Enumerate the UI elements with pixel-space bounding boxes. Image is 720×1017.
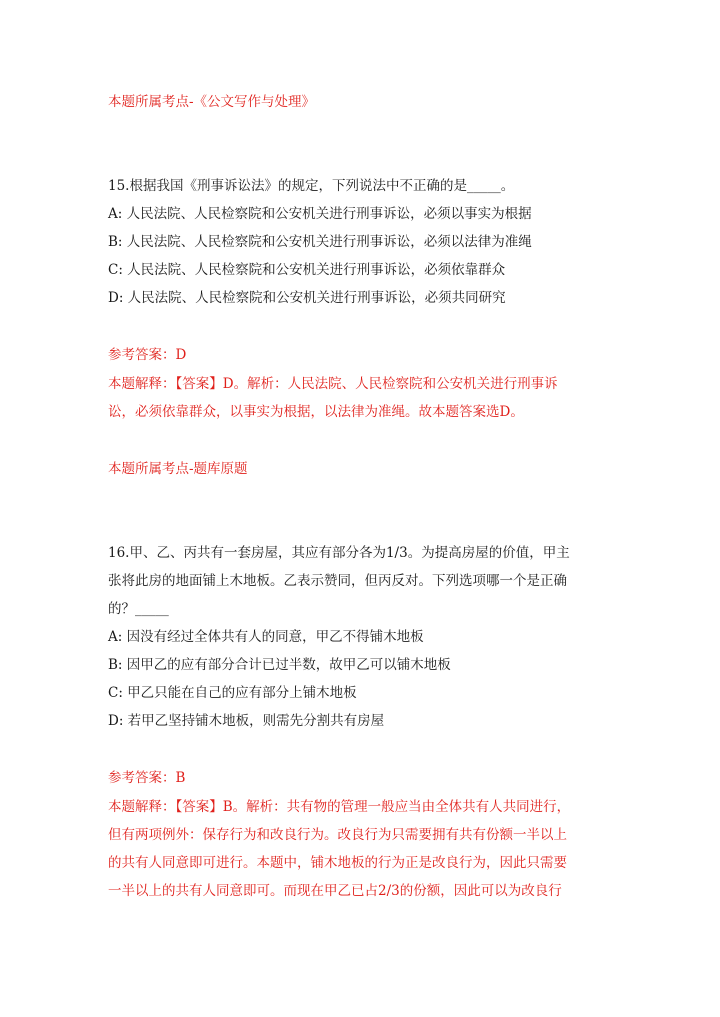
q15-option-d: D: 人民法院、人民检察院和公安机关进行刑事诉讼，必须共同研究 [108, 290, 506, 306]
q16-stem-line-3: 的？_____ [108, 601, 169, 617]
q16-option-a: A: 因没有经过全体共有人的同意，甲乙不得铺木地板 [108, 629, 424, 645]
q15-explanation-line-1: 本题解释：【答案】D。解析：人民法院、人民检察院和公安机关进行刑事诉 [108, 376, 558, 392]
q15-stem: 15.根据我国《刑事诉讼法》的规定，下列说法中不正确的是_____。 [108, 178, 515, 194]
q15-option-a: A: 人民法院、人民检察院和公安机关进行刑事诉讼，必须以事实为根据 [108, 206, 532, 222]
q16-explanation-line-2: 但有两项例外：保存行为和改良行为。改良行为只需要拥有共有份额一半以上 [108, 827, 567, 843]
q15-option-c: C: 人民法院、人民检察院和公安机关进行刑事诉讼，必须依靠群众 [108, 262, 506, 278]
q16-explanation-line-3: 的共有人同意即可进行。本题中，铺木地板的行为正是改良行为，因此只需要 [108, 855, 567, 871]
q15-answer: 参考答案：D [108, 347, 187, 363]
q16-stem-line-2: 张将此房的地面铺上木地板。乙表示赞同，但丙反对。下列选项哪一个是正确 [108, 573, 567, 589]
q16-option-b: B: 因甲乙的应有部分合计已过半数，故甲乙可以铺木地板 [108, 657, 451, 673]
q15-topic: 本题所属考点-题库原题 [108, 461, 248, 477]
q16-option-c: C: 甲乙只能在自己的应有部分上铺木地板 [108, 685, 357, 701]
q15-option-b: B: 人民法院、人民检察院和公安机关进行刑事诉讼，必须以法律为准绳 [108, 234, 532, 250]
q16-option-d: D: 若甲乙坚持铺木地板，则需先分割共有房屋 [108, 713, 385, 729]
q16-stem-line-1: 16.甲、乙、丙共有一套房屋，其应有部分各为1/3。为提高房屋的价值，甲主 [108, 545, 570, 561]
q16-explanation-line-4: 一半以上的共有人同意即可。而现在甲乙已占2/3的份额，因此可以为改良行 [108, 883, 562, 899]
q15-explanation-line-2: 讼，必须依靠群众，以事实为根据，以法律为准绳。故本题答案选D。 [108, 404, 524, 420]
q16-answer: 参考答案：B [108, 770, 186, 786]
q14-topic: 本题所属考点-《公文写作与处理》 [108, 94, 316, 110]
q16-explanation-line-1: 本题解释：【答案】B。解析：共有物的管理一般应当由全体共有人共同进行， [108, 799, 571, 815]
